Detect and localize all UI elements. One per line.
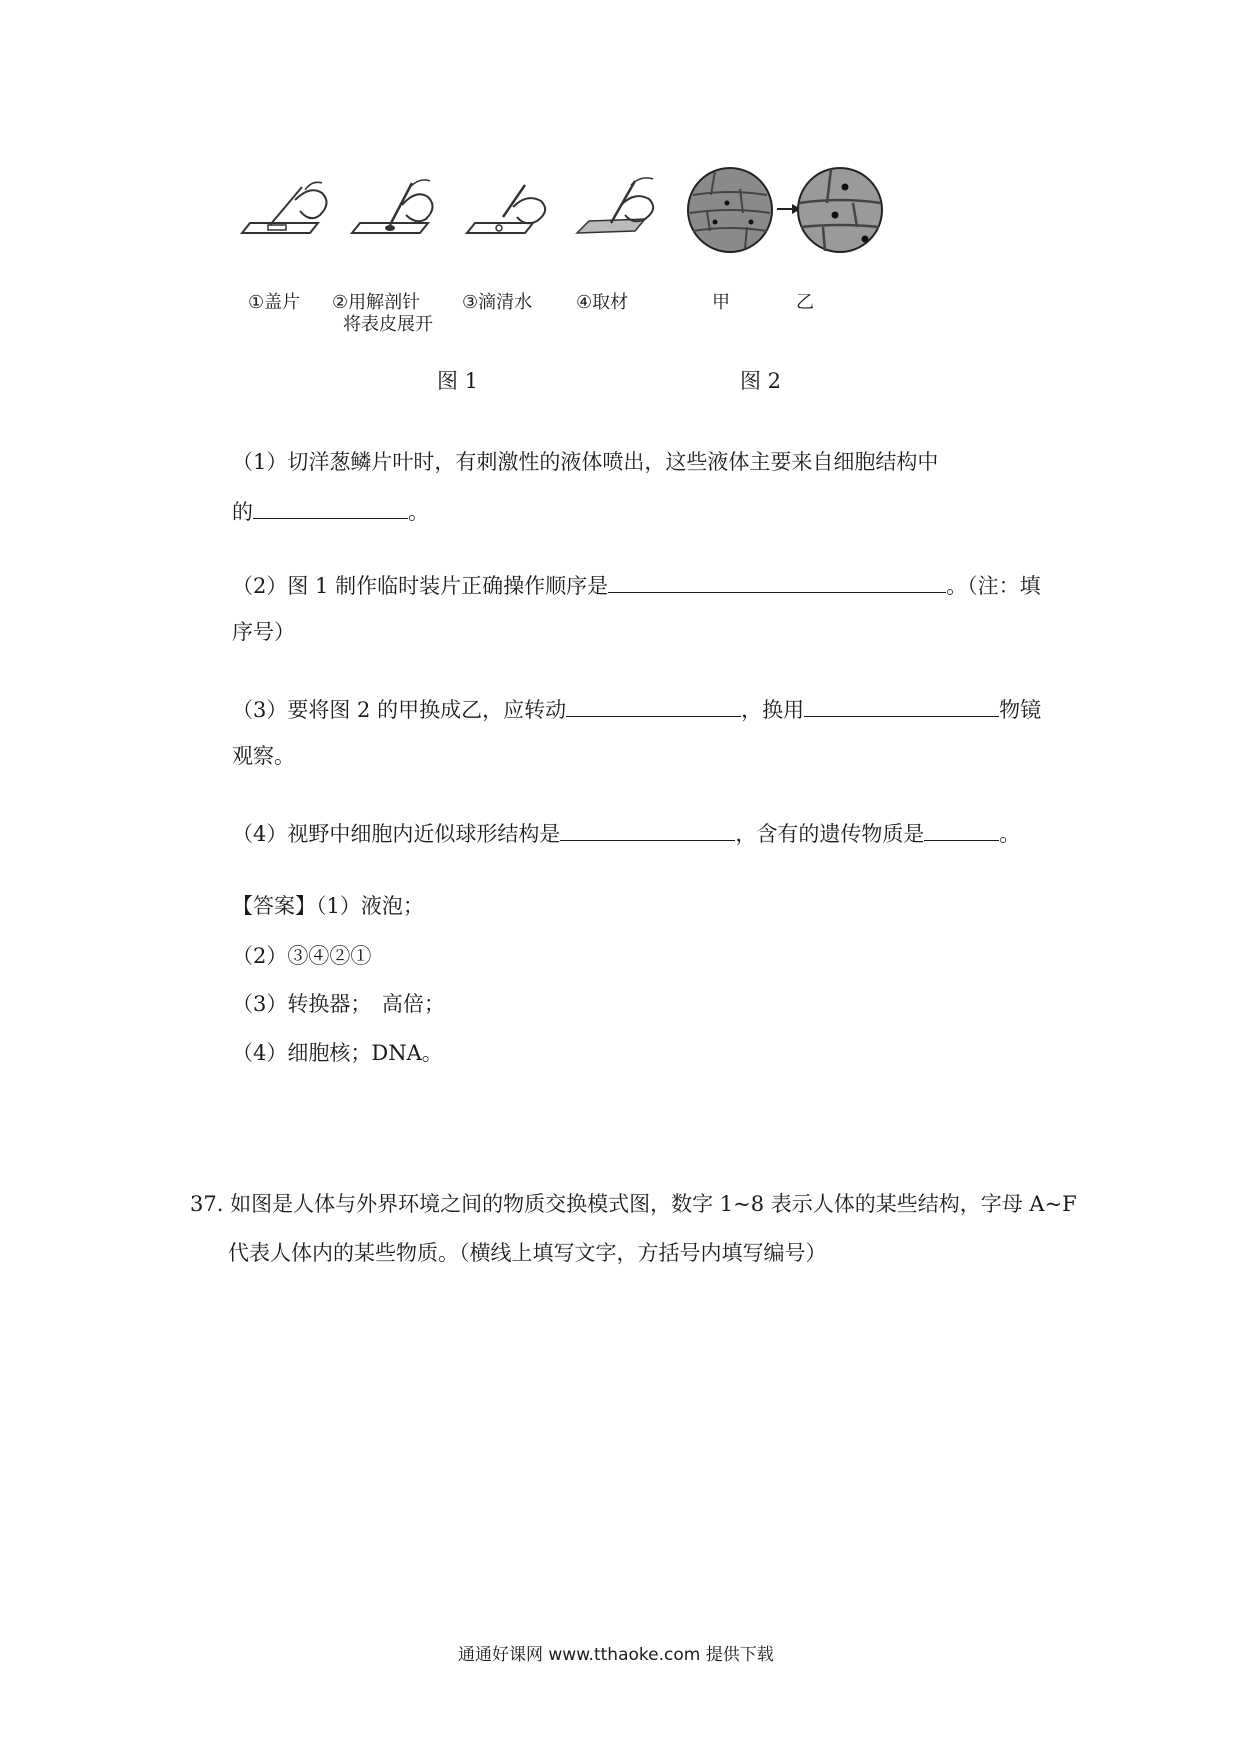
answer-line-2: （2）③④②①	[232, 944, 372, 968]
answer-line-1: 【答案】（1）液泡；	[232, 894, 424, 918]
field-yi-label: 乙	[796, 292, 814, 313]
q2-line1	[232, 574, 1041, 597]
q2-line2: 序号）	[232, 620, 295, 644]
q1-prefix: 的	[232, 500, 253, 524]
q4-answer-blank-2[interactable]	[924, 822, 999, 841]
q3-mid: ，换用	[741, 698, 805, 722]
field-jia-illustration	[685, 165, 775, 255]
step2-caption-line2: 将表皮展开	[343, 314, 433, 335]
step4-text: 取材	[592, 292, 629, 313]
page-footer: 通通好课网 www.tthaoke.com 提供下载	[458, 1645, 774, 1665]
q3-line2: 观察。	[232, 744, 295, 768]
step1-text: 盖片	[264, 292, 301, 313]
q1-answer-blank[interactable]	[253, 500, 408, 519]
step2-num: ②	[332, 292, 349, 313]
figure2-caption: 图 2	[740, 369, 782, 393]
q3-prefix: （3）要将图 2 的甲换成乙，应转动	[232, 698, 567, 722]
q1-line1: （1）切洋葱鳞片叶时，有刺激性的液体喷出，这些液体主要来自细胞结构中	[232, 450, 939, 474]
q4-mid: ，含有的遗传物质是	[735, 822, 925, 846]
field-jia-label: 甲	[712, 292, 730, 313]
field-yi-illustration	[795, 165, 885, 255]
q37-line1: 37. 如图是人体与外界环境之间的物质交换模式图，数字 1~8 表示人体的某些结构，字母 A~F	[190, 1192, 1077, 1216]
q3-suffix: 物镜	[999, 698, 1042, 722]
q4-suffix: 。	[999, 822, 1021, 846]
step4-caption	[576, 292, 628, 314]
step2-illustration	[350, 175, 450, 245]
q3-line1	[232, 698, 1041, 721]
step1-num: ①	[248, 292, 265, 313]
step3-text: 滴清水	[478, 292, 533, 313]
q1-suffix: 。	[408, 500, 429, 524]
step4-num: ④	[576, 292, 593, 313]
q37-line2: 代表人体内的某些物质。（横线上填写文字，方括号内填写编号）	[228, 1241, 827, 1265]
step2-caption	[332, 292, 420, 314]
step3-caption	[462, 292, 532, 314]
step1-caption	[248, 292, 300, 314]
q2-suffix: 。（注：填	[946, 574, 1041, 598]
q1-line2	[232, 500, 429, 523]
step3-illustration	[465, 175, 565, 245]
q2-prefix: （2）图 1 制作临时装片正确操作顺序是	[232, 574, 609, 598]
figure1-caption: 图 1	[437, 369, 479, 393]
q4-answer-blank-1[interactable]	[560, 822, 735, 841]
q3-answer-blank-1[interactable]	[566, 698, 741, 717]
answer-line-4: （4）细胞核；DNA。	[232, 1041, 443, 1065]
q4-line1	[232, 822, 1020, 845]
step3-num: ③	[462, 292, 479, 313]
q4-prefix: （4）视野中细胞内近似球形结构是	[232, 822, 561, 846]
step1-illustration	[240, 175, 340, 245]
answer-line-3: （3）转换器； 高倍；	[232, 992, 445, 1016]
q3-answer-blank-2[interactable]	[804, 698, 999, 717]
q2-answer-blank[interactable]	[608, 574, 946, 593]
step2-text: 用解剖针	[348, 292, 421, 313]
step4-illustration	[575, 175, 675, 245]
